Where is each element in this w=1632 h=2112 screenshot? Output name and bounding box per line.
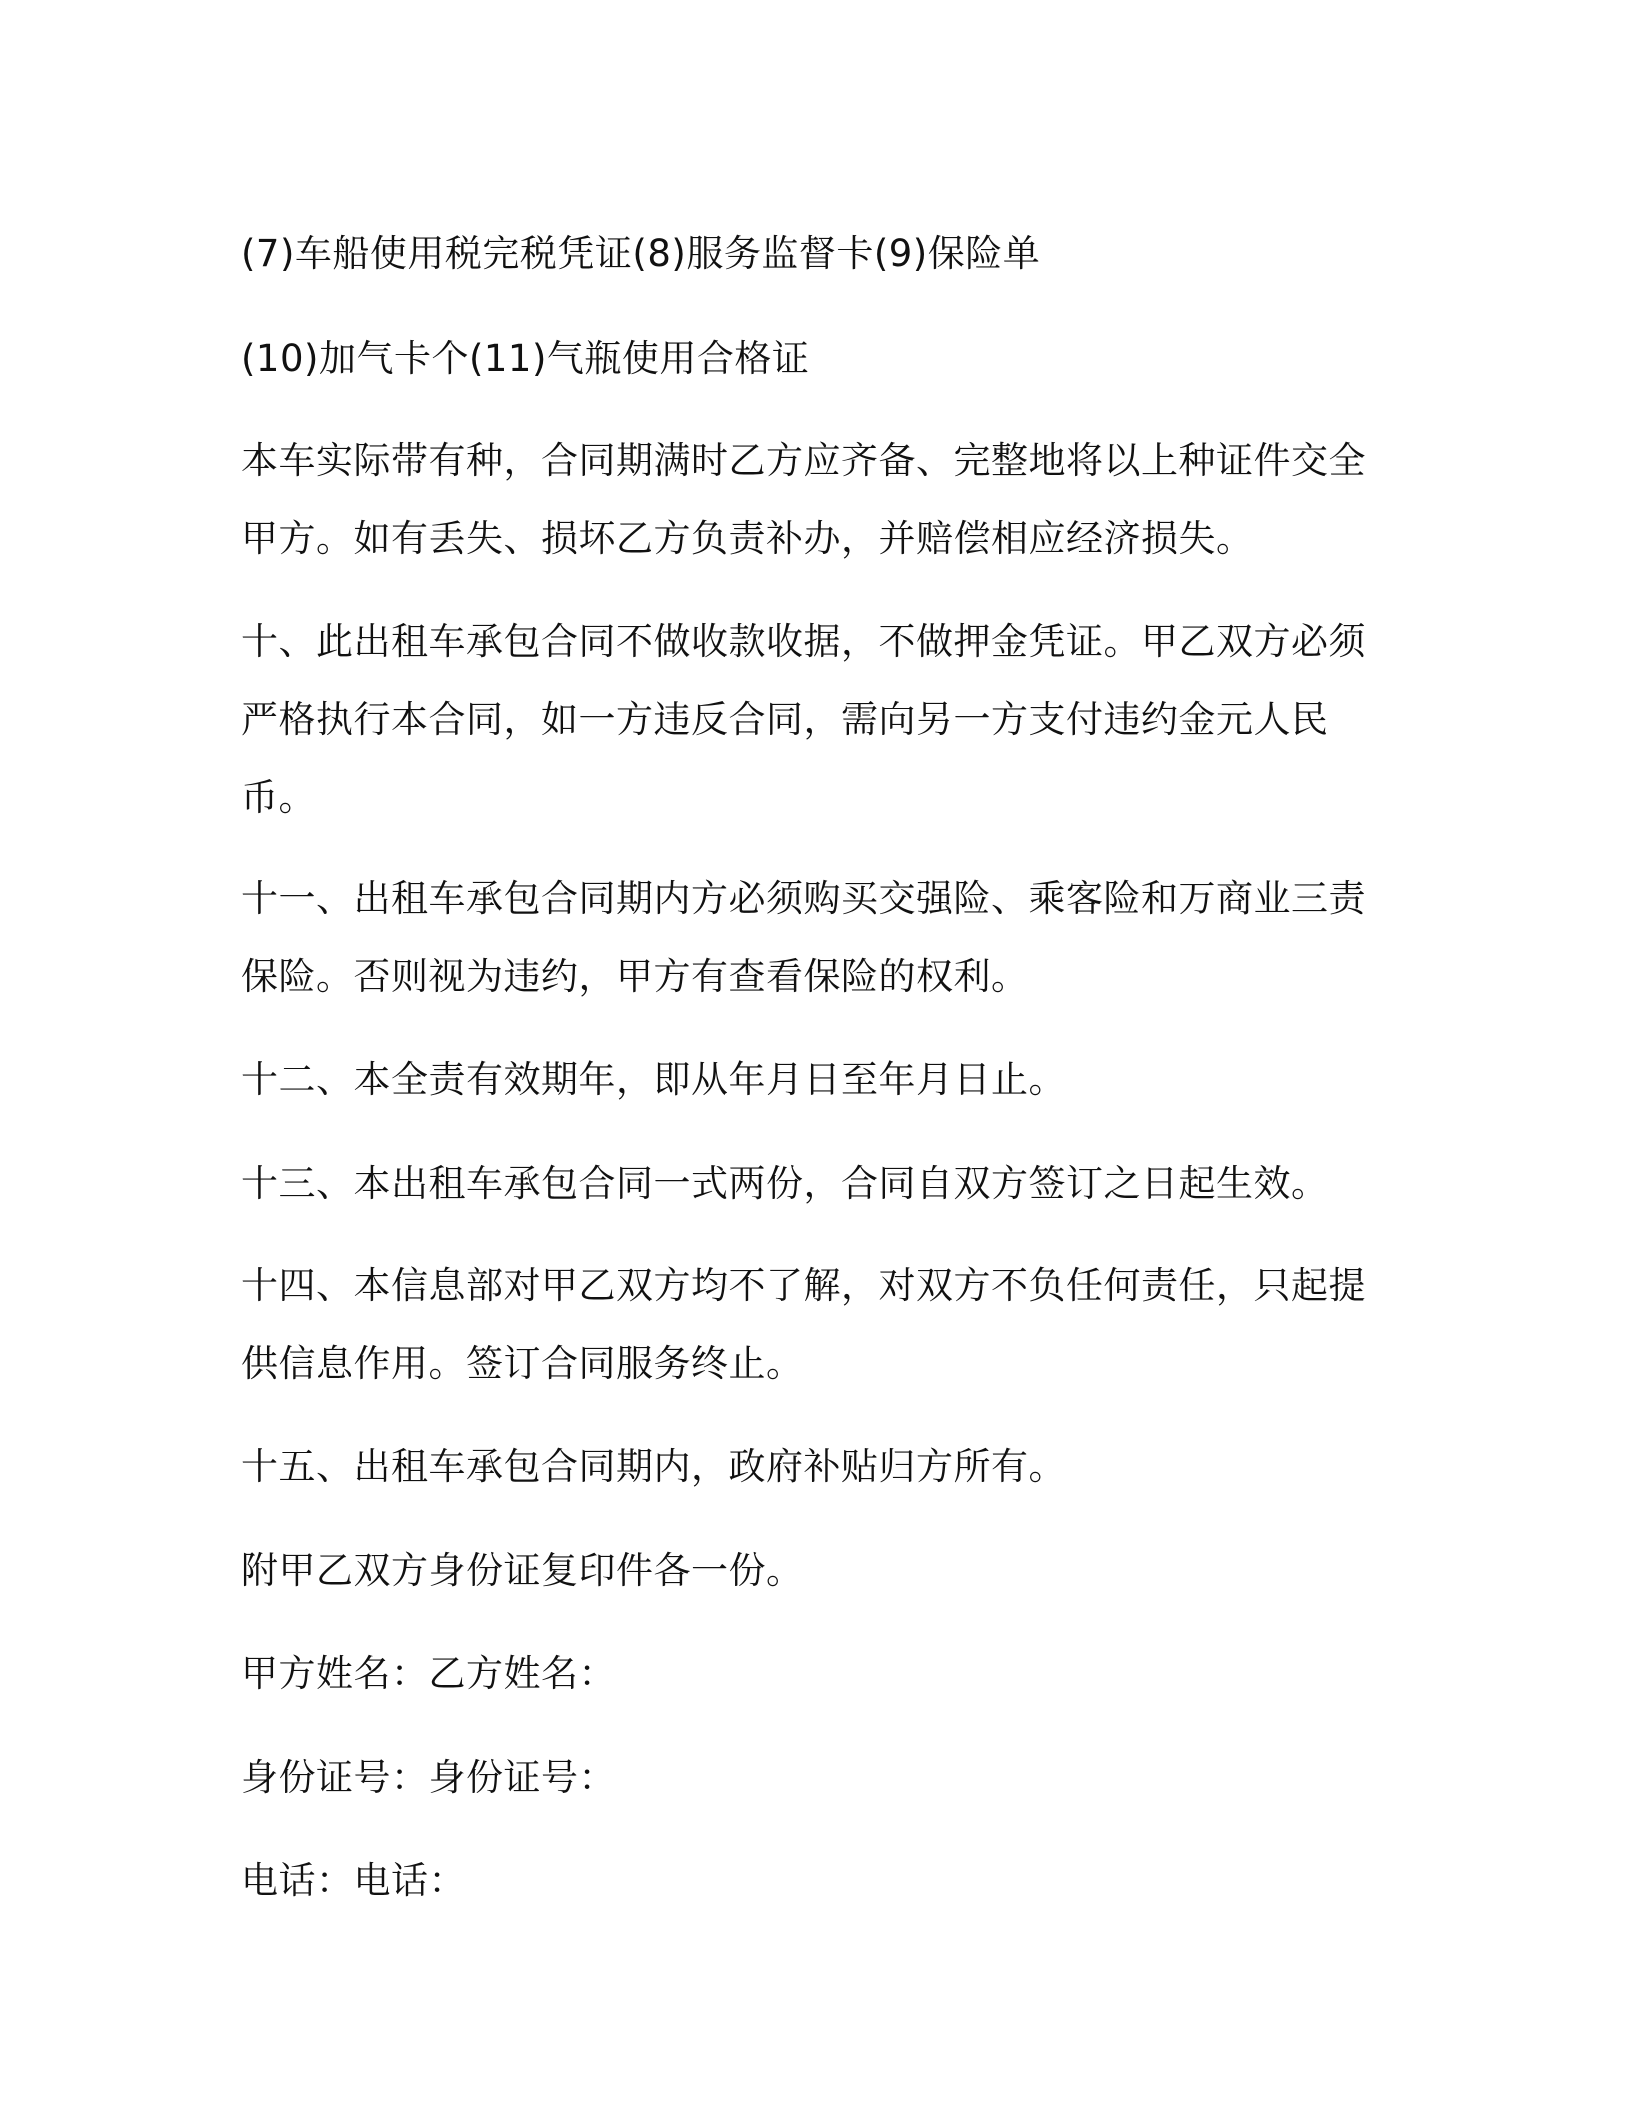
paragraph-attachment-note: 附甲乙双方身份证复印件各一份。 — [241, 1549, 804, 1592]
paragraph-documents-list-1: (7)车船使用税完税凭证(8)服务监督卡(9)保险单 — [241, 232, 1041, 275]
paragraph-clause-15: 十五、出租车承包合同期内，政府补贴归方所有。 — [241, 1445, 1066, 1488]
signature-phone-line: 电话：电话： — [241, 1859, 466, 1902]
signature-id-line: 身份证号：身份证号： — [241, 1756, 616, 1799]
paragraph-clause-12: 十二、本全责有效期年，即从年月日至年月日止。 — [241, 1058, 1066, 1101]
paragraph-clause-14: 十四、本信息部对甲乙双方均不了解，对双方不负任何责任，只起提供信息作用。签订合同服务终止。 — [241, 1264, 1366, 1385]
paragraph-clause-10: 十、此出租车承包合同不做收款收据，不做押金凭证。甲乙双方必须严格执行本合同，如一方违反合同，需向另一方支付违约金元人民币。 — [241, 620, 1366, 819]
paragraph-clause-13: 十三、本出租车承包合同一式两份，合同自双方签订之日起生效。 — [241, 1162, 1329, 1205]
paragraph-documents-list-2: (10)加气卡个(11)气瓶使用合格证 — [241, 337, 810, 380]
signature-name-line: 甲方姓名：乙方姓名： — [241, 1652, 616, 1695]
paragraph-clause-11: 十一、出租车承包合同期内方必须购买交强险、乘客险和万商业三责保险。否则视为违约，甲方有查看保险的权利。 — [241, 877, 1366, 998]
paragraph-documents-return: 本车实际带有种，合同期满时乙方应齐备、完整地将以上种证件交全甲方。如有丢失、损坏乙方负责补办，并赔偿相应经济损失。 — [241, 439, 1366, 560]
